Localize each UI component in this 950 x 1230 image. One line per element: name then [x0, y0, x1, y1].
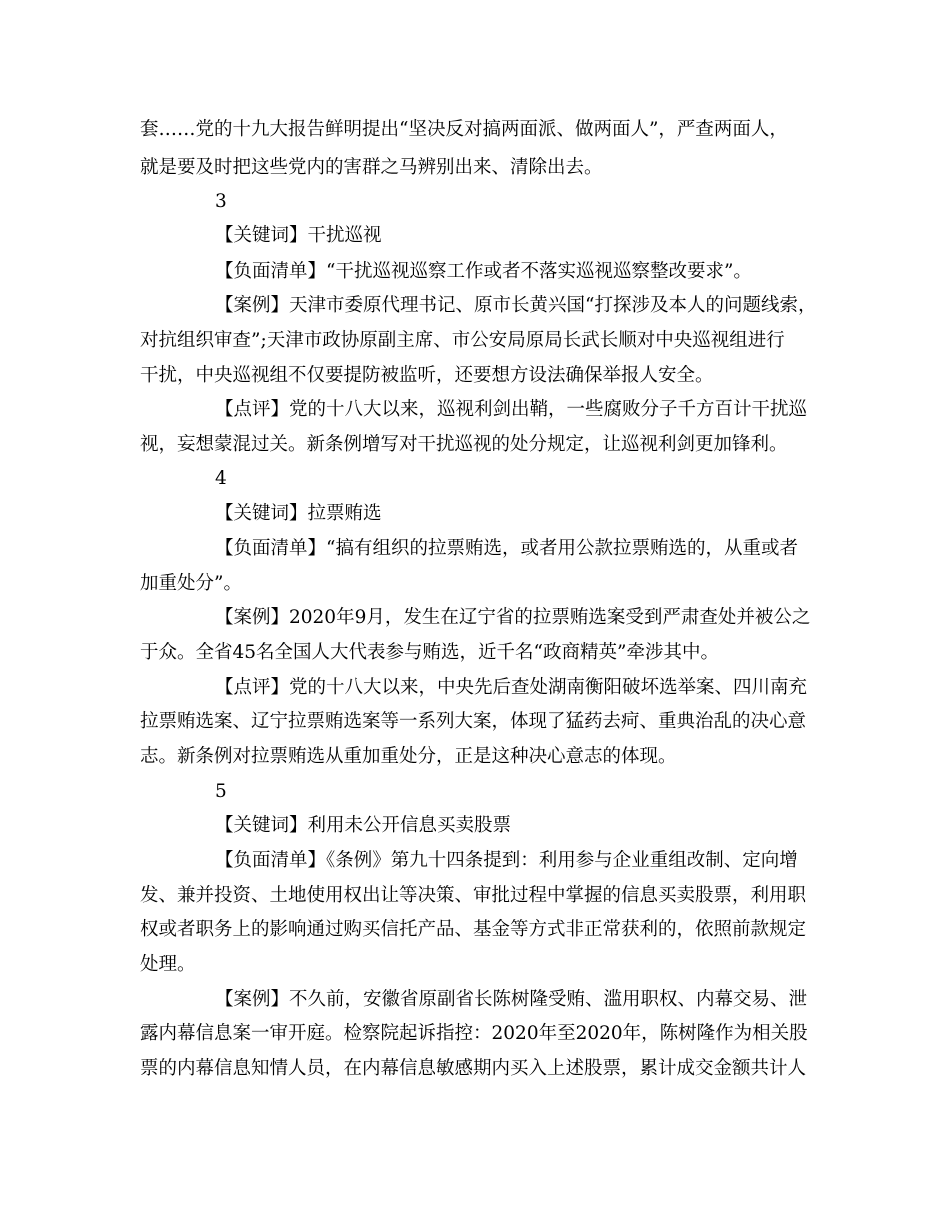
- keyword-line: 【关键词】干扰巡视: [215, 225, 382, 246]
- text-line: 志。新条例对拉票贿选从重加重处分，正是这种决心意志的体现。: [140, 746, 677, 767]
- text-line: 于众。全省45名全国人大代表参与贿选，近千名“政商精英”牵涉其中。: [140, 642, 719, 663]
- comment-line: 【点评】党的十八大以来，巡视利剑出鞘，一些腐败分子千方百计干扰巡: [215, 399, 808, 420]
- text-line: 加重处分”。: [140, 573, 242, 594]
- negative-list-line: 【负面清单】《条例》第九十四条提到：利用参与企业重组改制、定向增: [215, 850, 798, 871]
- text-line: 就是要及时把这些党内的害群之马辨别出来、清除出去。: [140, 157, 603, 178]
- case-line: 【案例】天津市委原代理书记、原市长黄兴国“打探涉及本人的问题线索，: [215, 295, 817, 316]
- keyword-line: 【关键词】利用未公开信息买卖股票: [215, 815, 512, 836]
- case-line: 【案例】不久前，安徽省原副省长陈树隆受贿、滥用职权、内幕交易、泄: [215, 989, 808, 1010]
- keyword-line: 【关键词】拉票贿选: [215, 503, 382, 524]
- section-number: 3: [215, 191, 227, 212]
- text-line: 露内幕信息案一审开庭。检察院起诉指控：2020年至2020年，陈树隆作为相关股: [140, 1023, 808, 1044]
- text-line: 套……党的十九大报告鲜明提出“坚决反对搞两面派、做两面人”，严查两面人，: [140, 119, 788, 140]
- comment-line: 【点评】党的十八大以来，中央先后查处湖南衡阳破坏选举案、四川南充: [215, 677, 808, 698]
- text-line: 发、兼并投资、土地使用权出让等决策、审批过程中掌握的信息买卖股票，利用职: [140, 885, 807, 906]
- negative-list-line: 【负面清单】“干扰巡视巡察工作或者不落实巡视巡察整改要求”。: [215, 261, 752, 282]
- case-line: 【案例】2020年9月，发生在辽宁省的拉票贿选案受到严肃查处并被公之: [215, 607, 811, 628]
- text-line: 视，妄想蒙混过关。新条例增写对干扰巡视的处分规定，让巡视利剑更加锋利。: [140, 434, 788, 455]
- text-line: 票的内幕信息知情人员，在内幕信息敏感期内买入上述股票，累计成交金额共计人: [140, 1058, 807, 1079]
- text-line: 干扰，中央巡视组不仅要提防被监听，还要想方设法确保举报人安全。: [140, 365, 714, 386]
- negative-list-line: 【负面清单】“搞有组织的拉票贿选，或者用公款拉票贿选的，从重或者: [215, 538, 798, 559]
- text-line: 处理。: [140, 954, 196, 975]
- text-line: 权或者职务上的影响通过购买信托产品、基金等方式非正常获利的，依照前款规定: [140, 919, 807, 940]
- section-number: 5: [215, 781, 227, 802]
- text-line: 对抗组织审查”;天津市政协原副主席、市公安局原局长武长顺对中央巡视组进行: [140, 330, 785, 351]
- text-line: 拉票贿选案、辽宁拉票贿选案等一系列大案，体现了猛药去疴、重典治乱的决心意: [140, 711, 807, 732]
- section-number: 4: [215, 468, 227, 489]
